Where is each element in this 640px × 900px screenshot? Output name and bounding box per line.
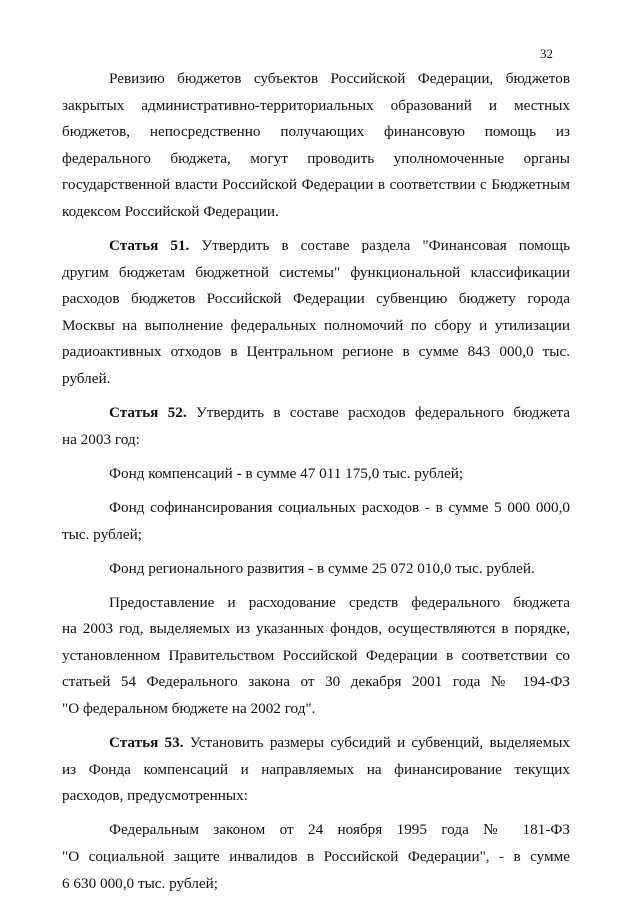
paragraph-compensation-fund (62, 461, 570, 488)
text-line: на 2003 год: (62, 430, 140, 448)
text-fragment: Установить размеры субсидий и субвенций, выделяемых (189, 734, 571, 752)
paragraph-revision (62, 66, 570, 226)
text-line: на 2003 год, выделяемых из указанных фондов, осуществляются в порядке, (62, 620, 570, 638)
paragraph-article-52 (62, 400, 570, 453)
page-number: 32 (540, 46, 553, 61)
text-line: рублей. (62, 370, 111, 388)
text-line: Москвы на выполнение федеральных полномочий по сбору и утилизации (62, 316, 570, 334)
text-line (62, 233, 570, 260)
text-line: закрытых административно-территориальных образований и местных (62, 96, 570, 114)
text-line: другим бюджетам бюджетной системы" функциональной классификации (62, 263, 570, 281)
text-line: статьей 54 Федерального закона от 30 декабря 2001 года № 194-ФЗ (62, 673, 570, 691)
text-line: государственной власти Российской Федерации в соответствии с Бюджетным (62, 176, 570, 194)
text-line (62, 730, 570, 757)
document-body (62, 66, 570, 897)
text-line: расходов, предусмотренных: (62, 787, 248, 805)
text-line: 6 630 000,0 тыс. рублей; (62, 874, 218, 892)
text-line: из Фонда компенсаций и направляемых на финансирование текущих (62, 760, 570, 778)
text-line: Фонд софинансирования социальных расходов - в сумме 5 000 000,0 (109, 498, 570, 516)
text-line: кодексом Российской Федерации. (62, 202, 279, 220)
article-heading: Статья 53. (109, 734, 184, 752)
text-line (62, 400, 570, 427)
article-heading: Статья 51. (109, 237, 190, 255)
paragraph-provision (62, 590, 570, 723)
paragraph-cofinancing-fund (62, 495, 570, 548)
paragraph-disabled-law (62, 817, 570, 897)
text-line: "О социальной защите инвалидов в Российской Федерации", - в сумме (62, 848, 570, 866)
text-line: Федеральным законом от 24 ноября 1995 года № 181-ФЗ (109, 821, 570, 839)
text-line: федерального бюджета, могут проводить уполномоченные органы (62, 149, 570, 167)
text-line: "О федеральном бюджете на 2002 год". (62, 700, 316, 718)
paragraph-article-53 (62, 730, 570, 810)
text-line: установленном Правительством Российской Федерации в соответствии со (62, 646, 570, 664)
text-fragment: Утвердить в составе раздела "Финансовая помощь (201, 237, 571, 255)
article-heading: Статья 52. (109, 404, 187, 422)
paragraph-article-51 (62, 233, 570, 393)
text-line: Фонд регионального развития - в сумме 25 072 010,0 тыс. рублей. (109, 559, 535, 577)
text-line: радиоактивных отходов в Центральном регионе в сумме 843 000,0 тыс. (62, 343, 570, 361)
paragraph-regional-fund (62, 556, 570, 583)
text-line: бюджетов, непосредственно получающих финансовую помощь из (62, 123, 570, 141)
text-line: Предоставление и расходование средств федерального бюджета (109, 593, 570, 611)
text-line: тыс. рублей; (62, 525, 142, 543)
text-line: Ревизию бюджетов субъектов Российской Федерации, бюджетов (109, 70, 570, 87)
text-line: Фонд компенсаций - в сумме 47 011 175,0 тыс. рублей; (109, 464, 464, 482)
text-line: расходов бюджетов Российской Федерации субвенцию бюджету города (62, 290, 570, 308)
text-fragment: Утвердить в составе расходов федерального бюджета (196, 404, 570, 422)
